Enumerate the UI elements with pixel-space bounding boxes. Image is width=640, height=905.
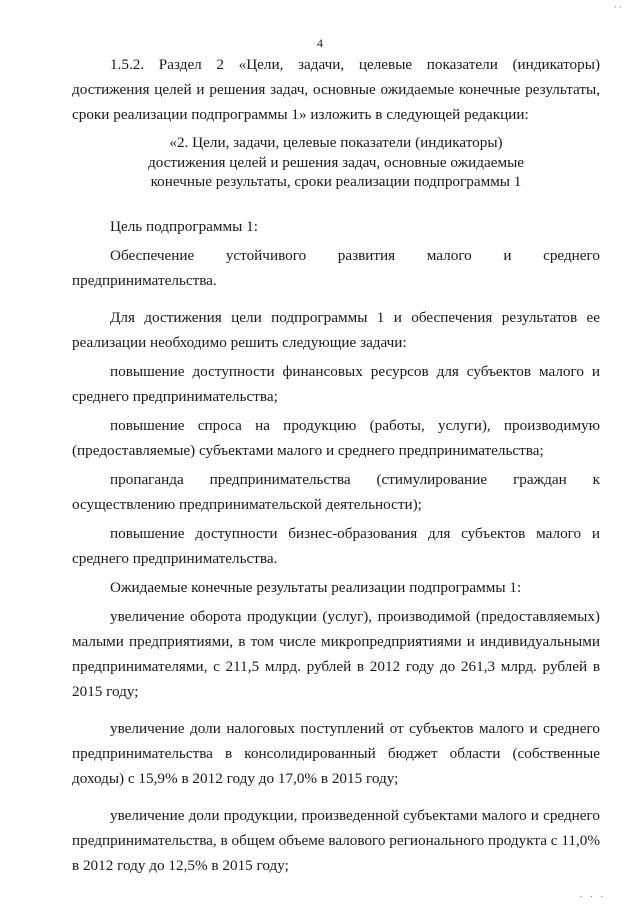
intro-paragraph: 1.5.2. Раздел 2 «Цели, задачи, целевые показатели (индикаторы) достижения целей и решения задач, основные ожидаемые конечные результаты, сроки реализации подпрограммы 1» изложить в следующей редакции: xyxy=(72,56,600,123)
result-item: увеличение доли налоговых поступлений от субъектов малого и среднего предпринимательства в консолидированный бюджет области (собственные доходы) с 15,9% в 2012 году до 17,0% в 2015 году; xyxy=(72,719,600,787)
heading-line: конечные результаты, сроки реализации подпрограммы 1 xyxy=(150,173,522,190)
document-body xyxy=(72,52,600,878)
goal-label: Цель подпрограммы 1: xyxy=(110,217,258,235)
tasks-intro: Для достижения цели подпрограммы 1 и обеспечения результатов ее реализации необходимо решить следующие задачи: xyxy=(72,308,600,351)
task-item: повышение спроса на продукцию (работы, услуги), производимую (предоставляемые) субъектами малого и среднего предпринимательства; xyxy=(72,416,600,459)
result-item: увеличение доли продукции, произведенной субъектами малого и среднего предпринимательства, в общем объеме валового регионального продукта с 11,0% в 2012 году до 12,5% в 2015 году; xyxy=(72,806,600,874)
goal-text: Обеспечение устойчивого развития малого и среднего предпринимательства. xyxy=(72,246,600,289)
corner-mark: · · xyxy=(613,2,622,12)
page-number: 4 xyxy=(317,36,323,50)
foot-mark: . . . xyxy=(579,889,606,899)
task-item: повышение доступности финансовых ресурсов для субъектов малого и среднего предпринимательства; xyxy=(72,362,600,405)
heading-line: достижения целей и решения задач, основные ожидаемые xyxy=(147,153,525,171)
results-intro: Ожидаемые конечные результаты реализации подпрограммы 1: xyxy=(110,578,522,596)
section-heading xyxy=(72,133,600,192)
result-item: увеличение оборота продукции (услуг), производимой (предоставляемых) малыми предприятиями, в том числе микропредприятиями и индивидуальными предпринимателями, с 211,5 млрд. рублей в 2012 году до 261,3 млрд. рублей в 2015 году; xyxy=(72,607,600,700)
task-item: повышение доступности бизнес-образования для субъектов малого и среднего предпринимательства. xyxy=(72,524,600,567)
task-item: пропаганда предпринимательства (стимулирование граждан к осуществлению предпринимательской деятельности); xyxy=(72,470,600,513)
heading-line: «2. Цели, задачи, целевые показатели (индикаторы) xyxy=(169,134,503,151)
